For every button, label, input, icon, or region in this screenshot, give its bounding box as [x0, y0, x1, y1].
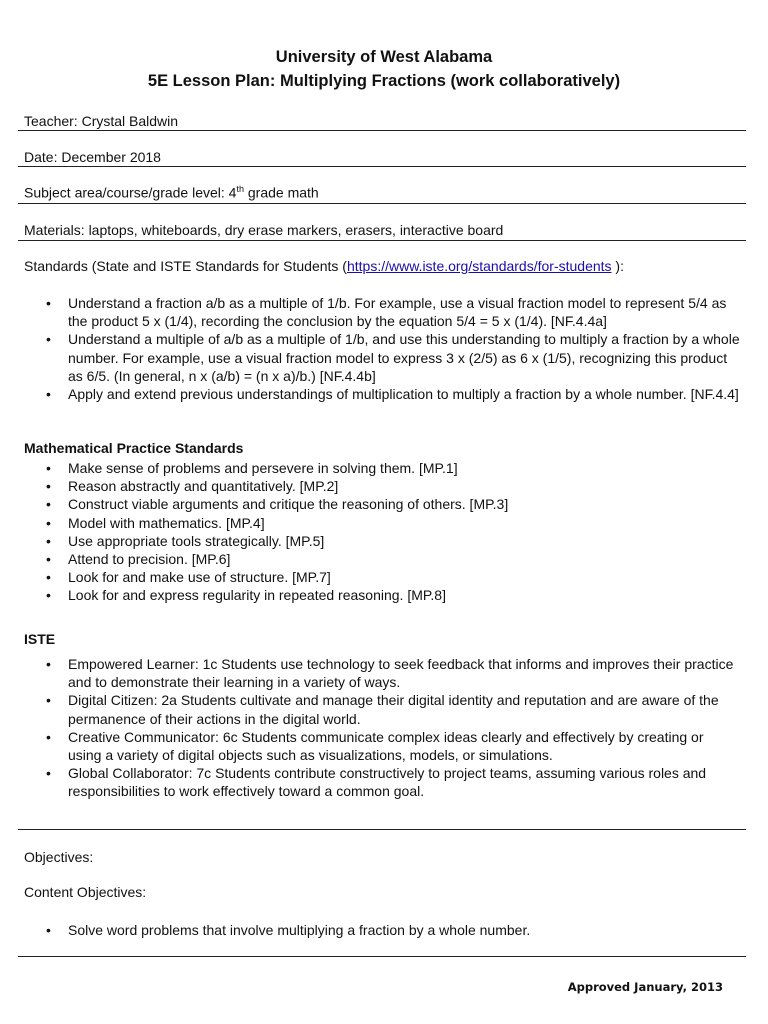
list-item: • Creative Communicator: 6c Students communicate complex ideas clearly and effectively by creating or using a variety of digital objects such as visualizations, models, or simulations. [24, 728, 740, 764]
list-item: • Solve word problems that involve multiplying a fraction by a whole number. [24, 921, 740, 939]
divider [18, 166, 746, 167]
approved-footer: Approved January, 2013 [567, 980, 723, 994]
divider [18, 829, 746, 830]
iste-heading: ISTE [24, 631, 56, 647]
divider [18, 130, 746, 131]
list-item: • Use appropriate tools strategically. [MP.5] [24, 532, 740, 550]
teacher-field: Teacher: Crystal Baldwin [24, 113, 179, 129]
list-item: • Understand a multiple of a/b as a multiple of 1/b, and use this understanding to multiply a fraction by a whole number. For example, use a visual fraction model to express 3 x (2/5) as 6 x (1/5), recognizing this product as 6/5. (In general, n x (a/b) = (n x a)/b.) [NF.4.4b] [24, 330, 740, 385]
list-item: • Model with mathematics. [MP.4] [24, 514, 740, 532]
list-item: • Empowered Learner: 1c Students use technology to seek feedback that informs and improves their practice and to demonstrate their learning in a variety of ways. [24, 655, 740, 691]
list-item: • Understand a fraction a/b as a multiple of 1/b. For example, use a visual fraction model to represent 5/4 as the product 5 x (1/4), recording the conclusion by the equation 5/4 = 5 x (1/4). [NF.4.4a] [24, 294, 740, 330]
content-objectives-list [24, 921, 740, 939]
divider [18, 203, 746, 204]
content-objectives-label: Content Objectives: [24, 884, 147, 900]
list-item: • Reason abstractly and quantitatively. [MP.2] [24, 477, 740, 495]
list-item: • Global Collaborator: 7c Students contribute constructively to project teams, assuming various roles and responsibilities to work effectively toward a common goal. [24, 764, 740, 800]
list-item: • Attend to precision. [MP.6] [24, 550, 740, 568]
list-item: • Apply and extend previous understandings of multiplication to multiply a fraction by a whole number. [NF.4.4] [24, 385, 740, 403]
divider [18, 240, 746, 241]
standards-field [24, 258, 624, 274]
standards-suffix: ): [611, 258, 624, 274]
subject-prefix: Subject area/course/grade level: 4 [24, 184, 237, 201]
materials-field: Materials: laptops, whiteboards, dry erase markers, erasers, interactive board [24, 222, 504, 238]
math-practice-list [24, 459, 740, 605]
subject-suffix: grade math [243, 184, 319, 201]
list-item: • Digital Citizen: 2a Students cultivate and manage their digital identity and reputation and are aware of the permanence of their actions in the digital world. [24, 691, 740, 727]
date-field: Date: December 2018 [24, 149, 161, 165]
subject-superscript: th [236, 184, 244, 194]
list-item: • Construct viable arguments and critique the reasoning of others. [MP.3] [24, 495, 740, 513]
list-item: • Look for and express regularity in repeated reasoning. [MP.8] [24, 586, 740, 604]
list-item: • Look for and make use of structure. [MP.7] [24, 568, 740, 586]
subject-field [24, 184, 319, 201]
standards-list [24, 294, 740, 403]
math-practice-heading: Mathematical Practice Standards [24, 440, 244, 456]
university-title: University of West Alabama [275, 48, 493, 66]
list-item: • Make sense of problems and persevere in solving them. [MP.1] [24, 459, 740, 477]
iste-standards-link[interactable]: https://www.iste.org/standards/for-students [346, 258, 612, 274]
iste-list [24, 655, 740, 801]
standards-prefix: Standards (State and ISTE Standards for Students ( [24, 258, 347, 274]
divider [18, 956, 746, 957]
objectives-label: Objectives: [24, 849, 94, 865]
lesson-plan-title: 5E Lesson Plan: Multiplying Fractions (work collaboratively) [147, 72, 621, 90]
